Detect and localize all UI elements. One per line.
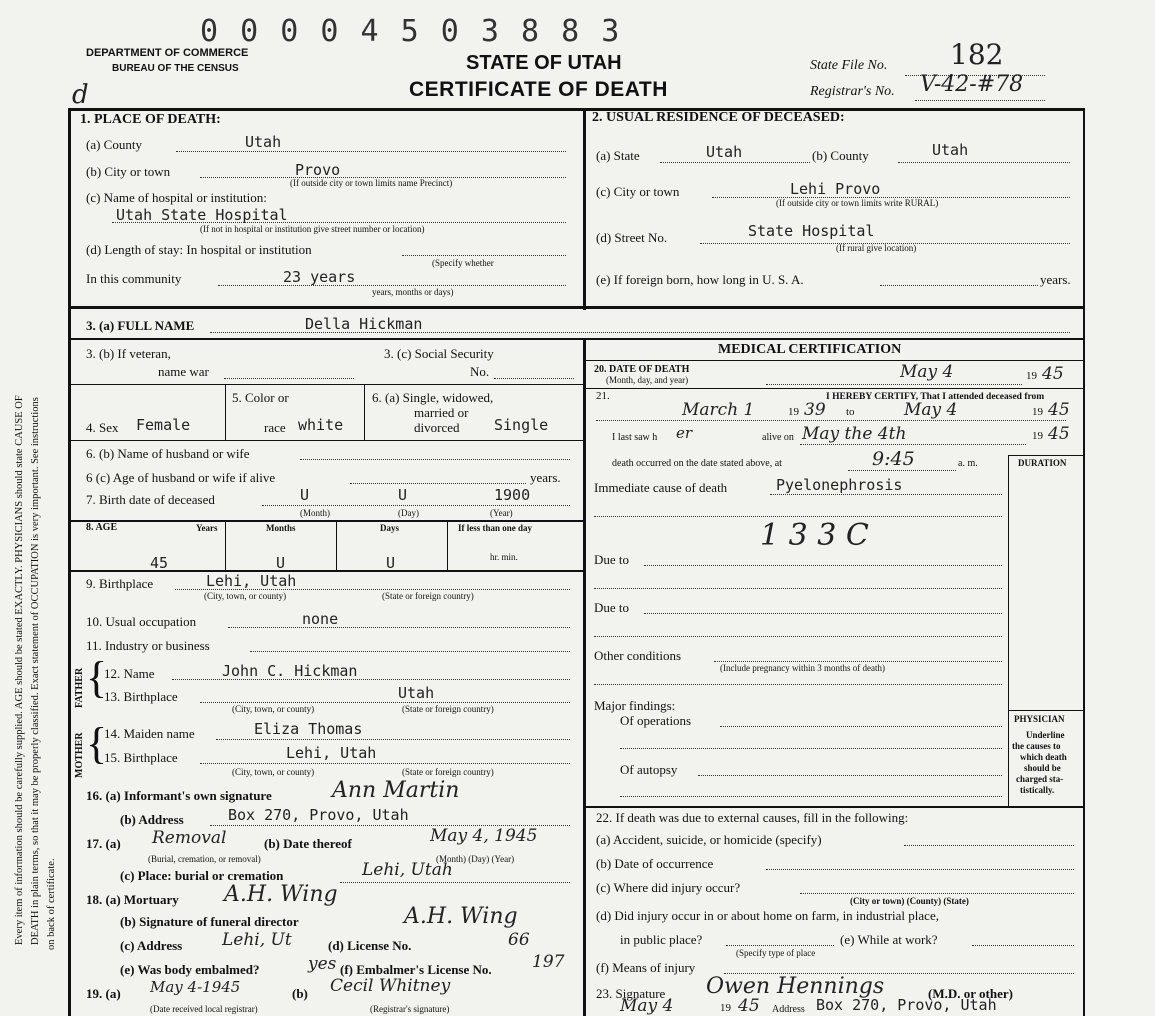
last-saw-pronoun: er: [676, 424, 693, 442]
birth-date-label: 7. Birth date of deceased: [86, 492, 215, 507]
medical-heading: MEDICAL CERTIFICATION: [718, 342, 902, 357]
director-sig-label: (b) Signature of funeral director: [120, 914, 299, 929]
license-value: 66: [508, 930, 530, 950]
pod-community-note: years, months or days): [372, 287, 454, 297]
res-county-label: (b) County: [812, 148, 869, 163]
veteran-label: 3. (b) If veteran,: [86, 346, 171, 361]
external-d-label-2: in public place?: [620, 932, 703, 947]
age-label: 8. AGE: [86, 522, 118, 533]
alive-on-label: alive on: [762, 432, 794, 443]
pod-hospital-note: (If not in hospital or institution give street number or location): [200, 224, 425, 234]
ssn-label: 3. (c) Social Security: [384, 346, 494, 361]
birth-day-note: (Day): [398, 508, 419, 518]
spouse-label: 6. (b) Name of husband or wife: [86, 446, 250, 461]
occupation-label: 10. Usual occupation: [86, 614, 197, 629]
disposition-date-value: May 4, 1945: [430, 826, 538, 846]
last-saw-year-prefix: 19: [1032, 430, 1043, 442]
res-street-note: (If rural give location): [836, 243, 917, 253]
full-name-value: Della Hickman: [305, 315, 423, 333]
veteran-label-2: name war: [158, 364, 209, 379]
sex-label: 4. Sex: [86, 420, 119, 435]
physician-box-6: charged sta-: [1016, 774, 1064, 784]
major-findings-label: Major findings:: [594, 698, 676, 713]
state-heading: STATE OF UTAH: [466, 52, 622, 74]
immediate-cause-label: Immediate cause of death: [594, 480, 728, 495]
birthplace-label: 9. Birthplace: [86, 576, 154, 591]
age-less-label: If less than one day: [458, 523, 533, 533]
occurred-label: death occurred on the date stated above, at: [612, 458, 782, 469]
father-birth-note-2: (State or foreign country): [402, 704, 494, 714]
embalmed-value: yes: [308, 954, 337, 974]
state-file-label: State File No.: [810, 58, 888, 73]
due-to-2-label: Due to: [594, 600, 630, 615]
race-value: white: [298, 416, 344, 434]
age-days-value: U: [386, 554, 396, 572]
occupation-value: none: [302, 610, 339, 628]
immediate-cause-value: Pyelonephrosis: [776, 476, 903, 494]
physician-box-2: Underline: [1026, 730, 1065, 740]
pod-hospital-label: (c) Name of hospital or institution:: [86, 190, 267, 205]
informant-sig-label: 16. (a) Informant's own signature: [86, 788, 272, 803]
filed-value: May 4-1945: [150, 978, 241, 996]
signature-date: May 4: [620, 996, 674, 1016]
license-label: (d) License No.: [328, 938, 412, 953]
state-file-value: 182: [950, 38, 1004, 71]
death-date-value: May 4: [900, 362, 954, 382]
birthplace-note-2: (State or foreign country): [382, 591, 474, 601]
place-of-death-heading: 1. PLACE OF DEATH:: [80, 112, 221, 127]
res-state-label: (a) State: [596, 148, 640, 163]
other-conditions-label: Other conditions: [594, 648, 682, 663]
attend-to-value: May 4: [904, 400, 958, 420]
mother-tag: MOTHER: [74, 732, 85, 778]
occurred-time: 9:45: [872, 448, 915, 470]
embalmer-license-label: (f) Embalmer's License No.: [340, 962, 492, 977]
res-city-label: (c) City or town: [596, 184, 680, 199]
res-street-label: (d) Street No.: [596, 230, 668, 245]
external-d-label: (d) Did injury occur in or about home on farm, in industrial place,: [596, 908, 939, 923]
father-name-value: John C. Hickman: [222, 662, 358, 680]
informant-signature: Ann Martin: [332, 778, 460, 803]
father-bracket: {: [86, 653, 108, 702]
res-county-value: Utah: [932, 141, 969, 159]
age-years-label: Years: [196, 523, 218, 533]
age-months-label: Months: [266, 523, 296, 533]
disposition-label: 17. (a): [86, 836, 121, 851]
side-instructions-1: Every item of information should be carefully supplied. AGE should be stated EXACTLY. PHYSICIANS should state CAUSE OF: [14, 395, 25, 945]
disposition-value: Removal: [152, 828, 227, 848]
registrar-note: (Registrar's signature): [370, 1004, 450, 1014]
birth-month-note: (Month): [300, 508, 330, 518]
certificate-title: CERTIFICATE OF DEATH: [409, 78, 668, 101]
spouse-age-suffix: years.: [530, 470, 561, 485]
age-hr-min: hr. min.: [490, 552, 518, 562]
side-instructions-2: DEATH in plain terms, so that it may be properly classified. Exact statement of OCCUPATION is very important. See instructions: [30, 397, 41, 945]
signature-address-value: Box 270, Provo, Utah: [816, 996, 997, 1014]
spouse-age-label: 6 (c) Age of husband or wife if alive: [86, 470, 276, 485]
pod-city-value: Provo: [295, 161, 341, 179]
external-b-label: (b) Date of occurrence: [596, 856, 714, 871]
registrar-signature: Cecil Whitney: [330, 976, 451, 996]
embalmed-label: (e) Was body embalmed?: [120, 962, 260, 977]
death-date-label: 20. DATE OF DEATH: [594, 364, 690, 375]
external-f-label: (f) Means of injury: [596, 960, 696, 975]
autopsy-label: Of autopsy: [620, 762, 678, 777]
physician-signature: Owen Hennings: [706, 974, 885, 999]
director-signature: A.H. Wing: [404, 904, 518, 929]
operations-label: Of operations: [620, 713, 692, 728]
physician-box-4: which death: [1020, 752, 1067, 762]
occurred-suffix: a. m.: [958, 458, 978, 469]
pod-specify-note: (Specify whether: [432, 258, 494, 268]
mother-birthplace-label: 15. Birthplace: [104, 750, 178, 765]
external-heading: 22. If death was due to external causes, fill in the following:: [596, 810, 909, 825]
informant-address-value: Box 270, Provo, Utah: [228, 806, 409, 824]
column-divider-lower: [583, 338, 586, 1016]
due-to-1-label: Due to: [594, 552, 630, 567]
informant-address-label: (b) Address: [120, 812, 184, 827]
disposition-date-note: (Month) (Day) (Year): [436, 854, 515, 864]
marital-label-3: divorced: [414, 420, 460, 435]
disposition-note: (Burial, cremation, or removal): [148, 854, 261, 864]
dept-line-2: BUREAU OF THE CENSUS: [112, 63, 239, 74]
filed-label: 19. (a): [86, 986, 121, 1001]
external-a-label: (a) Accident, suicide, or homicide (specify): [596, 832, 822, 847]
signature-year: 45: [738, 996, 760, 1016]
physician-box-3: the causes to: [1012, 741, 1061, 751]
marital-label-2: married or: [414, 405, 469, 420]
signature-year-prefix: 19: [720, 1002, 731, 1014]
external-c-note: (City or town) (County) (State): [850, 896, 969, 906]
age-years-value: 45: [150, 554, 169, 572]
mother-birth-note-2: (State or foreign country): [402, 767, 494, 777]
frame-left: [68, 108, 71, 1016]
external-e-label: (e) While at work?: [840, 932, 938, 947]
pod-city-note: (If outside city or town limits name Precinct): [290, 178, 453, 188]
external-d-note: (Specify type of place: [736, 948, 816, 958]
filed-b-label: (b): [292, 986, 308, 1001]
age-days-label: Days: [380, 523, 400, 533]
father-birth-note-1: (City, town, or county): [232, 704, 315, 714]
res-street-value: State Hospital: [748, 222, 875, 240]
full-name-label: 3. (a) FULL NAME: [86, 318, 195, 333]
birth-year-value: 1900: [494, 486, 531, 504]
registrar-no-label: Registrar's No.: [810, 84, 895, 99]
last-saw-value: May the 4th: [802, 424, 907, 444]
pod-county-value: Utah: [245, 133, 282, 151]
father-tag: FATHER: [74, 667, 85, 708]
side-instructions-3: on back of certificate.: [46, 858, 57, 950]
pod-stay-label: (d) Length of stay: In hospital or institution: [86, 242, 312, 257]
res-foreign-suffix: years.: [1040, 272, 1071, 287]
res-city-note: (If outside city or town limits write RURAL): [776, 198, 939, 208]
attend-to-year-prefix: 19: [1032, 406, 1043, 418]
pod-community-label: In this community: [86, 271, 182, 286]
ssn-label-2: No.: [470, 364, 490, 379]
mother-birthplace-value: Lehi, Utah: [286, 744, 377, 762]
marital-label-1: 6. (a) Single, widowed,: [372, 390, 494, 405]
column-divider: [583, 108, 586, 310]
father-birthplace-value: Utah: [398, 684, 435, 702]
disposition-date-label: (b) Date thereof: [264, 836, 352, 851]
birthplace-value: Lehi, Utah: [206, 572, 297, 590]
external-c-label: (c) Where did injury occur?: [596, 880, 741, 895]
mother-name-value: Eliza Thomas: [254, 720, 363, 738]
director-address-label: (c) Address: [120, 938, 183, 953]
frame-top: [68, 108, 1083, 111]
residence-heading: 2. USUAL RESIDENCE OF DECEASED:: [592, 110, 845, 125]
mother-name-label: 14. Maiden name: [104, 726, 195, 741]
death-year-value: 45: [1042, 364, 1064, 384]
industry-label: 11. Industry or business: [86, 638, 210, 653]
last-saw-label: I last saw h: [612, 432, 658, 443]
burial-place-value: Lehi, Utah: [362, 860, 453, 880]
director-address-value: Lehi, Ut: [222, 930, 292, 950]
pod-county-label: (a) County: [86, 137, 142, 152]
signature-address-label: Address: [772, 1004, 805, 1015]
signature-23-label: 23. Signature: [596, 986, 666, 1001]
physician-box-1: PHYSICIAN: [1014, 714, 1065, 724]
mortuary-value: A.H. Wing: [224, 882, 338, 907]
serial-number: 0 0 0 0 4 5 0 3 8 8 3: [200, 14, 622, 49]
attend-to-year: 45: [1048, 400, 1070, 420]
father-name-label: 12. Name: [104, 666, 155, 681]
mortuary-label: 18. (a) Mortuary: [86, 892, 179, 907]
res-foreign-label: (e) If foreign born, how long in U. S. A.: [596, 272, 804, 287]
signature-suffix: (M.D. or other): [928, 986, 1013, 1001]
father-birthplace-label: 13. Birthplace: [104, 689, 178, 704]
marital-value: Single: [494, 416, 549, 434]
pod-hospital-value: Utah State Hospital: [116, 206, 288, 224]
cause-code: 1 3 3 C: [760, 518, 869, 553]
dept-line-1: DEPARTMENT OF COMMERCE: [86, 47, 249, 59]
res-city-value: Lehi Provo: [790, 180, 881, 198]
race-label: race: [264, 420, 286, 435]
attend-from-year: 39: [804, 400, 826, 420]
attend-from-value: March 1: [682, 400, 755, 420]
physician-box-7: tistically.: [1020, 785, 1055, 795]
registrar-no-value: V-42-#78: [920, 72, 1024, 97]
divider-after-residence: [68, 306, 1083, 309]
frame-right: [1083, 108, 1085, 1016]
res-state-value: Utah: [706, 143, 743, 161]
last-saw-year: 45: [1048, 424, 1070, 444]
corner-mark: d: [72, 80, 89, 110]
other-conditions-note: (Include pregnancy within 3 months of death): [720, 663, 885, 673]
burial-place-label: (c) Place: burial or cremation: [120, 868, 284, 883]
age-months-value: U: [276, 554, 286, 572]
attend-from-year-prefix: 19: [788, 406, 799, 418]
duration-label: DURATION: [1018, 458, 1067, 468]
physician-box-5: should be: [1024, 763, 1061, 773]
sex-value: Female: [136, 416, 191, 434]
birthplace-note-1: (City, town, or county): [204, 591, 287, 601]
embalmer-license-value: 197: [532, 952, 565, 972]
mother-bracket: {: [86, 719, 108, 768]
certify-statement: I HEREBY CERTIFY, That I attended deceased from: [826, 392, 1045, 402]
death-year-prefix: 19: [1026, 370, 1037, 382]
pod-community-value: 23 years: [283, 268, 356, 286]
birth-day-value: U: [398, 486, 408, 504]
birth-year-note: (Year): [490, 508, 513, 518]
birth-month-value: U: [300, 486, 310, 504]
death-date-note: (Month, day, and year): [606, 375, 689, 385]
cert-21-number: 21.: [596, 390, 610, 402]
mother-birth-note-1: (City, town, or county): [232, 767, 315, 777]
divider-after-name: [68, 338, 1083, 340]
pod-city-label: (b) City or town: [86, 164, 171, 179]
filed-note: (Date received local registrar): [150, 1004, 258, 1014]
color-label: 5. Color or: [232, 390, 289, 405]
attend-to-label: to: [846, 406, 855, 418]
